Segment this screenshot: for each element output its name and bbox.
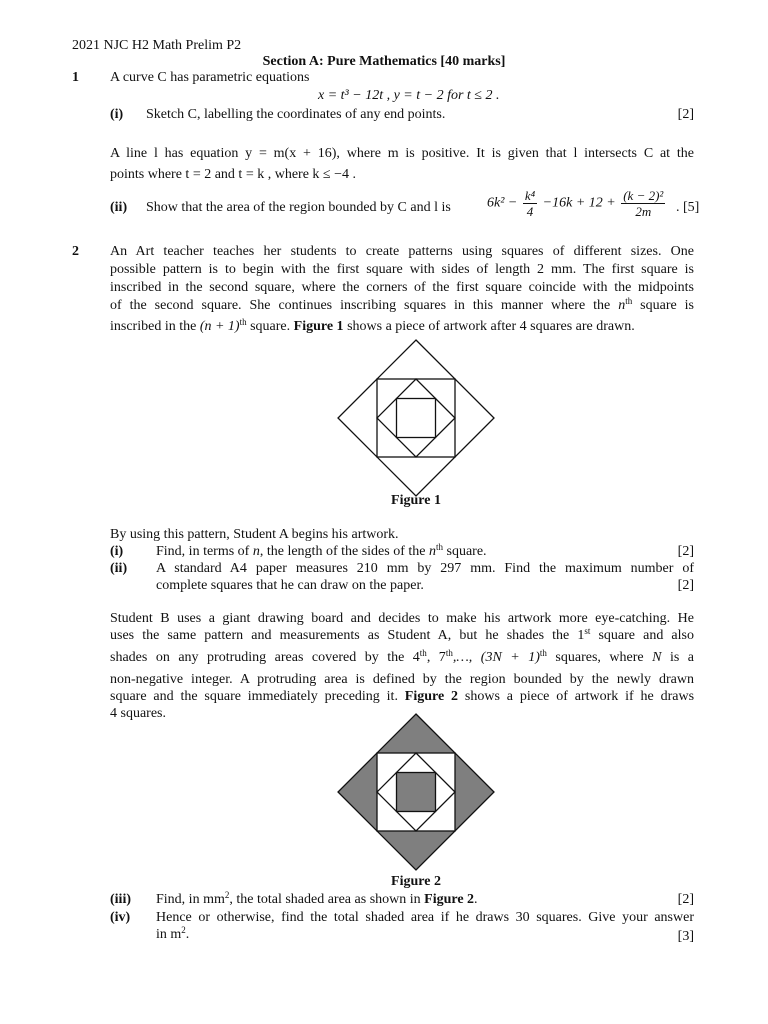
figure-2-shaded-squares [337, 713, 495, 871]
text-run: n [618, 298, 626, 313]
text-run: (n + 1) [199, 319, 240, 334]
q2-intro-line-4 [110, 297, 694, 314]
studentB-line-2 [110, 627, 694, 644]
expr-part-a: 6k² − [487, 195, 518, 211]
q2-part-i-label: (i) [110, 544, 124, 559]
figure-1-caption: Figure 1 [391, 493, 441, 508]
text-run: square. [446, 544, 487, 559]
text-run: square and also [598, 628, 694, 643]
studentA-intro: By using this pattern, Student A begins his artwork. [110, 527, 399, 542]
text-run: n [428, 544, 436, 559]
square-1 [397, 399, 436, 438]
q1-parametric-equations: x = t³ − 12t , y = t − 2 for t ≤ 2 . [318, 88, 500, 103]
superscript: th [435, 542, 443, 552]
fraction-k4-over-4 [523, 188, 537, 219]
text-run: , 7 [426, 650, 446, 665]
q1-part-ii-marks: . [5] [676, 200, 700, 215]
fraction-numerator: k⁴ [524, 188, 536, 203]
text-run: is a [669, 650, 694, 665]
q2-part-iv-label: (iv) [110, 910, 131, 925]
q1-line-info-1: A line l has equation y = m(x + 16), where m is positive. It is given that l intersects C at the [110, 146, 694, 161]
square-2 [377, 379, 455, 457]
q2-part-i-text [156, 543, 487, 560]
q1-part-ii-label: (ii) [110, 200, 128, 215]
document-header: 2021 NJC H2 Math Prelim P2 [72, 38, 242, 53]
q2-part-i-marks: [2] [677, 544, 694, 559]
text-run: n [252, 544, 260, 559]
text-run: N [652, 650, 662, 665]
question-2-number: 2 [72, 244, 79, 259]
figure-reference: Figure 2 [404, 689, 459, 704]
q1-part-ii-text: Show that the area of the region bounded by C and l is [146, 200, 451, 215]
text-run: square. [250, 319, 291, 334]
figure-2-caption: Figure 2 [391, 874, 441, 889]
text-run: squares, where [555, 650, 644, 665]
square-1-shaded [397, 773, 436, 812]
studentB-line-6: 4 squares. [110, 706, 166, 721]
superscript: th [445, 648, 453, 658]
text-run: uses the same pattern and measurements as Student A, but he shades the 1 [110, 628, 585, 643]
text-run: Find, in mm [156, 892, 225, 907]
q2-part-ii-marks: [2] [677, 578, 694, 593]
text-run: square is [640, 298, 695, 313]
superscript: th [239, 317, 247, 327]
text-run: Find, in terms of [156, 544, 250, 559]
studentB-line-4: non-negative integer. A protruding area is defined by the region bounded by the newly drawn [110, 672, 694, 687]
text-run: . [185, 927, 190, 942]
fraction-denominator: 4 [526, 204, 534, 219]
q1-area-expression [487, 188, 667, 219]
q2-intro-line-5 [110, 318, 635, 335]
text-run: inscribed in the [110, 319, 197, 334]
text-run: , the length of the sides of the [259, 544, 426, 559]
superscript: th [539, 648, 547, 658]
q1-part-i-marks: [2] [677, 107, 694, 122]
superscript: st [584, 626, 591, 636]
text-run: shows a piece of artwork if he draws [464, 689, 695, 704]
q2-part-iv-line-2 [156, 926, 189, 943]
superscript: 2 [181, 925, 186, 935]
square-4 [338, 340, 494, 496]
text-run: . [474, 892, 478, 907]
q1-part-i-label: (i) [110, 107, 124, 122]
q1-line-info-2: points where t = 2 and t = k , where k ≤ −4 . [110, 167, 356, 182]
q1-part-i-text: Sketch C, labelling the coordinates of any end points. [146, 107, 446, 122]
fraction-numerator: (k − 2)² [623, 188, 664, 203]
text-run: ,…, (3N + 1) [452, 650, 540, 665]
studentB-line-1: Student B uses a giant drawing board and decides to make his artwork more eye-catching. He [110, 611, 694, 626]
q2-part-iv-marks: [3] [677, 929, 694, 944]
figure-reference: Figure 2 [424, 892, 475, 907]
q2-intro-line-2: possible pattern is to begin with the first square with sides of length 2 mm. The first square is [110, 262, 694, 277]
q1-intro: A curve C has parametric equations [110, 70, 310, 85]
text-run: shades on any protruding areas covered by the 4 [110, 650, 420, 665]
section-title: Section A: Pure Mathematics [40 marks] [262, 54, 506, 69]
superscript: th [419, 648, 427, 658]
text-run: in m [156, 927, 182, 942]
fraction-k2-over-2m [621, 188, 665, 219]
text-run: shows a piece of artwork after 4 squares are drawn. [347, 319, 635, 334]
q2-part-iii-label: (iii) [110, 892, 131, 907]
q2-part-ii-line-2: complete squares that he can draw on the paper. [156, 578, 424, 593]
superscript: 2 [224, 890, 230, 900]
studentB-line-5 [110, 688, 694, 705]
fraction-denominator: 2m [635, 204, 652, 219]
text-run: of the second square. She continues inscribing squares in this manner where the [110, 298, 611, 313]
text-run: square and the square immediately preceding it. [110, 689, 398, 704]
figure-1-nested-squares [337, 339, 495, 497]
superscript: th [625, 296, 633, 306]
figure-reference: Figure 1 [293, 319, 344, 334]
q2-part-ii-line-1: A standard A4 paper measures 210 mm by 297 mm. Find the maximum number of [156, 561, 694, 576]
q2-intro-line-3: inscribed in the second square, where the corners of the first square coincide with the midpoints [110, 280, 694, 295]
expr-part-b: −16k + 12 + [542, 195, 616, 211]
q2-part-iii-marks: [2] [677, 892, 694, 907]
question-1-number: 1 [72, 70, 79, 85]
text-run: , the total shaded area as shown in [229, 892, 421, 907]
q2-intro-line-1: An Art teacher teaches her students to create patterns using squares of different sizes. One [110, 244, 694, 259]
q2-part-ii-label: (ii) [110, 561, 128, 576]
studentB-line-3 [110, 649, 694, 666]
q2-part-iv-line-1: Hence or otherwise, find the total shaded area if he draws 30 squares. Give your answer [156, 910, 694, 925]
q2-part-iii-text [156, 891, 478, 908]
square-3 [377, 379, 455, 457]
